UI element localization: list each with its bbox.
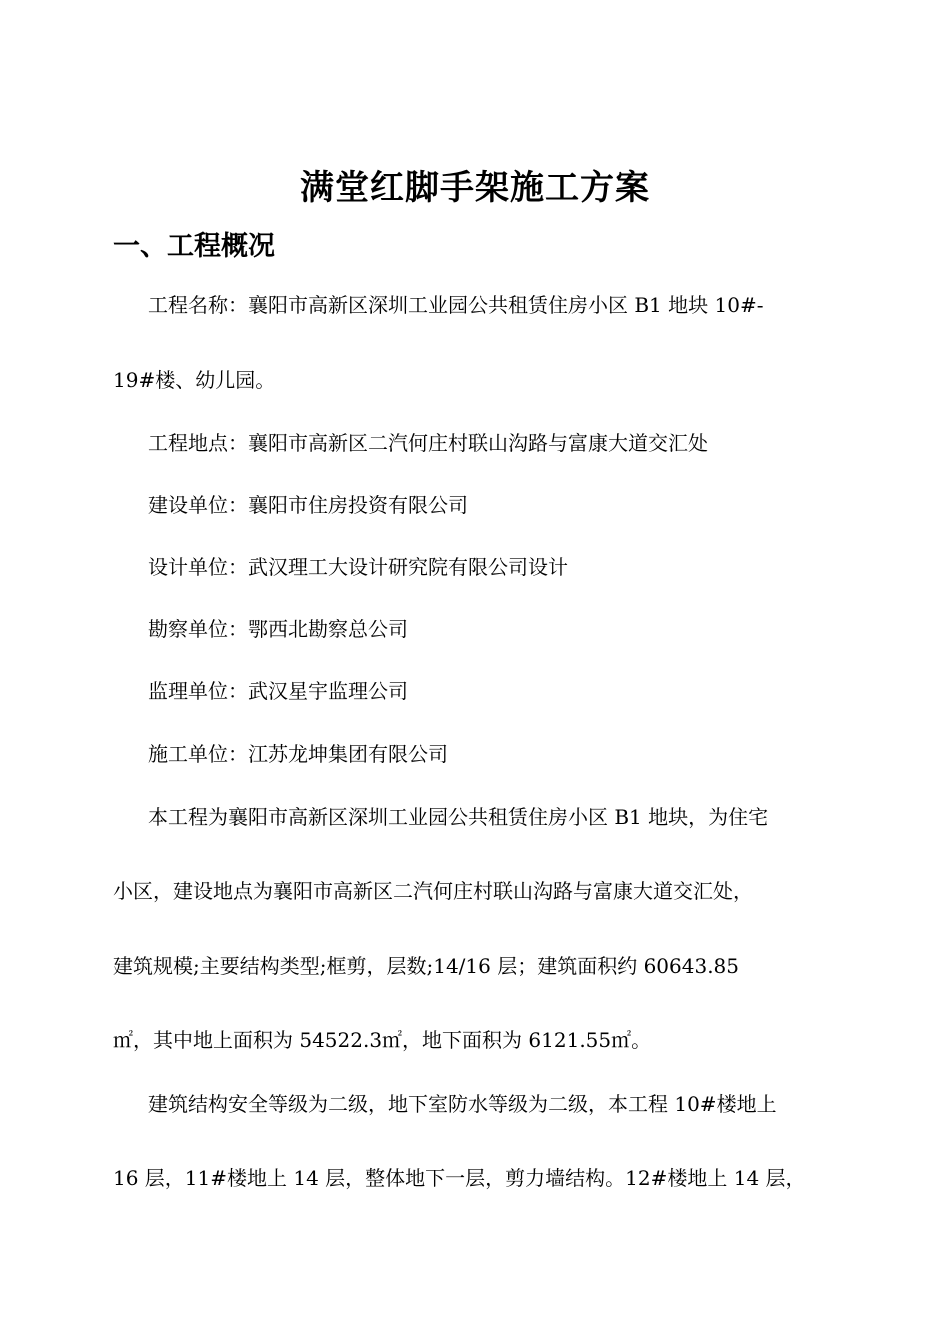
document-title: 满堂红脚手架施工方案: [300, 168, 650, 208]
description-line-2: 小区，建设地点为襄阳市高新区二汽何庄村联山沟路与富康大道交汇处，: [113, 879, 753, 903]
surveyor-line: 勘察单位：鄂西北勘察总公司: [148, 617, 408, 641]
project-location-line: 工程地点：襄阳市高新区二汽何庄村联山沟路与富康大道交汇处: [148, 431, 708, 455]
project-name-line: 工程名称：襄阳市高新区深圳工业园公共租赁住房小区 B1 地块 10#-: [148, 293, 764, 317]
contractor-line: 施工单位：江苏龙坤集团有限公司: [148, 742, 448, 766]
project-name-line-cont: 19#楼、幼儿园。: [113, 368, 276, 392]
designer-line: 设计单位：武汉理工大设计研究院有限公司设计: [148, 555, 568, 579]
description-line-4: ㎡，其中地上面积为 54522.3㎡，地下面积为 6121.55㎡。: [113, 1028, 652, 1052]
description-line-3: 建筑规模;主要结构类型;框剪，层数;14/16 层；建筑面积约 60643.85: [113, 954, 739, 978]
section-heading-overview: 一、工程概况: [113, 231, 275, 262]
developer-line: 建设单位：襄阳市住房投资有限公司: [148, 493, 468, 517]
structure-line-1: 建筑结构安全等级为二级，地下室防水等级为二级，本工程 10#楼地上: [148, 1092, 777, 1116]
structure-line-2: 16 层，11#楼地上 14 层，整体地下一层，剪力墙结构。12#楼地上 14 层，: [113, 1166, 806, 1190]
description-line-1: 本工程为襄阳市高新区深圳工业园公共租赁住房小区 B1 地块，为住宅: [148, 805, 769, 829]
supervisor-line: 监理单位：武汉星宇监理公司: [148, 679, 408, 703]
